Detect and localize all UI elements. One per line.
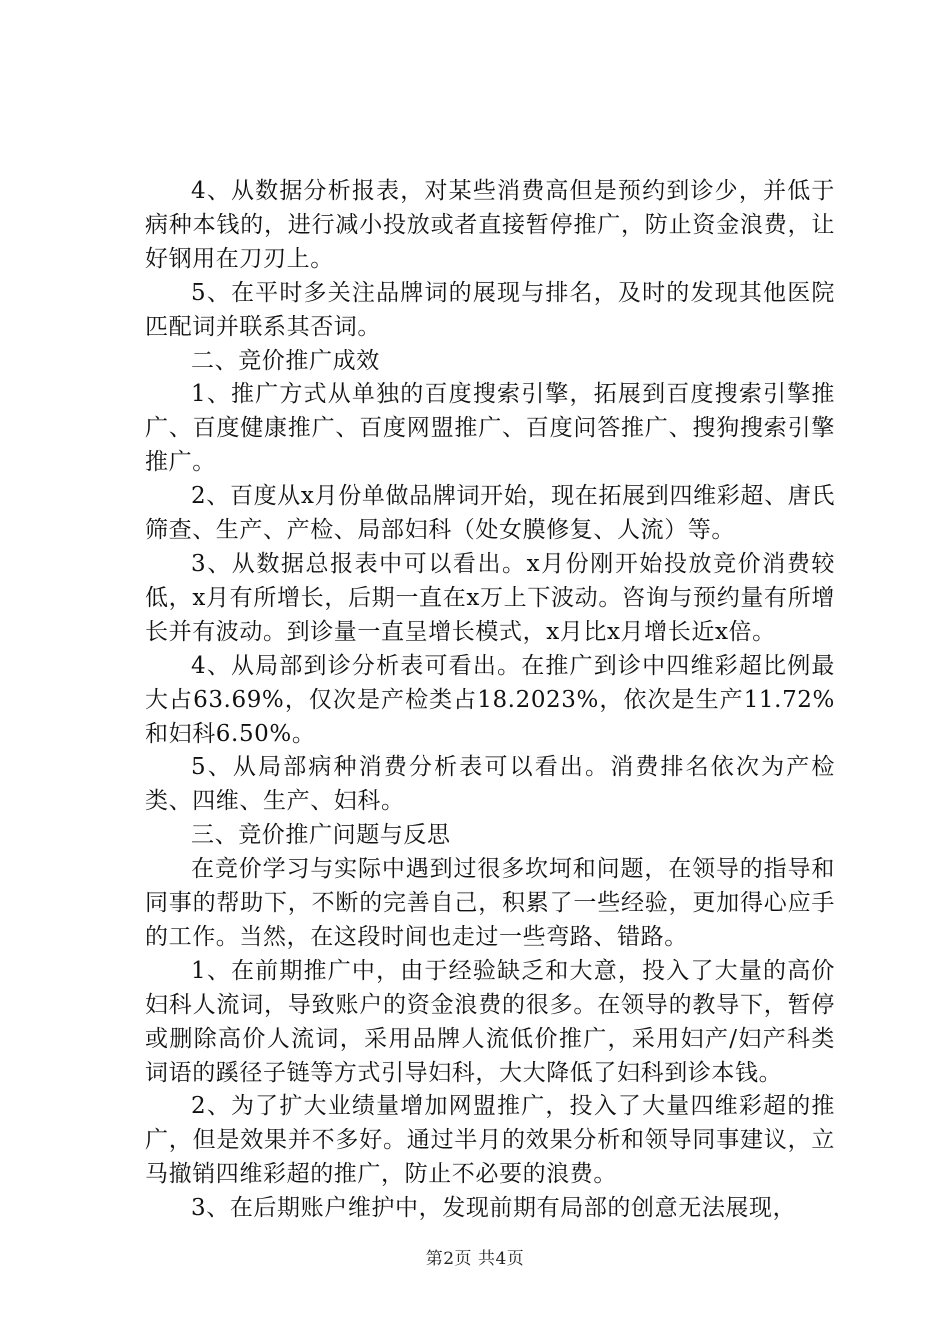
page-number-label: 第2页 共4页 — [425, 1249, 525, 1269]
paragraph-results-4: 4、从局部到诊分析表可看出。在推广到诊中四维彩超比例最大占63.69%，仅次是产检类占18.2023%，依次是生产11.72%和妇科6.50%。 — [145, 652, 835, 747]
paragraph-problems-3: 3、在后期账户维护中，发现前期有局部的创意无法展现， — [191, 1195, 797, 1222]
paragraph-problems-1: 1、在前期推广中，由于经验缺乏和大意，投入了大量的高价妇科人流词，导致账户的资金浪费的很多。在领导的教导下，暂停或删除高价人流词，采用品牌人流低价推广，采用妇产/妇产科类词语的蹊径子链等方式引导妇科，大大降低了妇科到诊本钱。 — [145, 957, 835, 1086]
paragraph-results-5: 5、从局部病种消费分析表可以看出。消费排名依次为产检类、四维、生产、妇科。 — [145, 754, 835, 815]
paragraph-point-5-brand-words: 5、在平时多关注品牌词的展现与排名，及时的发现其他医院匹配词并联系其否词。 — [145, 279, 835, 340]
paragraph-point-4-data-analysis: 4、从数据分析报表，对某些消费高但是预约到诊少，并低于病种本钱的，进行减小投放或者直接暂停推广，防止资金浪费，让好钢用在刀刃上。 — [145, 178, 835, 272]
paragraph-results-1: 1、推广方式从单独的百度搜索引擎，拓展到百度搜索引擎推广、百度健康推广、百度网盟推广、百度问答推广、搜狗搜索引擎推广。 — [145, 381, 835, 476]
page-footer — [0, 1244, 950, 1269]
document-body — [145, 175, 835, 1226]
paragraph-problems-intro: 在竞价学习与实际中遇到过很多坎坷和问题，在领导的指导和同事的帮助下，不断的完善自己，积累了一些经验，更加得心应手的工作。当然，在这段时间也走过一些弯路、错路。 — [145, 856, 835, 950]
paragraph-problems-2: 2、为了扩大业绩量增加网盟推广，投入了大量四维彩超的推广，但是效果并不多好。通过半月的效果分析和领导同事建议，立马撤销四维彩超的推广，防止不必要的浪费。 — [145, 1093, 835, 1188]
paragraph-results-2: 2、百度从x月份单做品牌词开始，现在拓展到四维彩超、唐氏筛查、生产、产检、局部妇科（处女膜修复、人流）等。 — [145, 483, 835, 544]
paragraph-results-3: 3、从数据总报表中可以看出。x月份刚开始投放竞价消费较低，x月有所增长，后期一直在x万上下波动。咨询与预约量有所增长并有波动。到诊量一直呈增长模式，x月比x月增长近x倍。 — [145, 550, 835, 645]
section-heading-results: 二、竞价推广成效 — [191, 347, 380, 374]
section-heading-problems: 三、竞价推广问题与反思 — [191, 822, 451, 849]
